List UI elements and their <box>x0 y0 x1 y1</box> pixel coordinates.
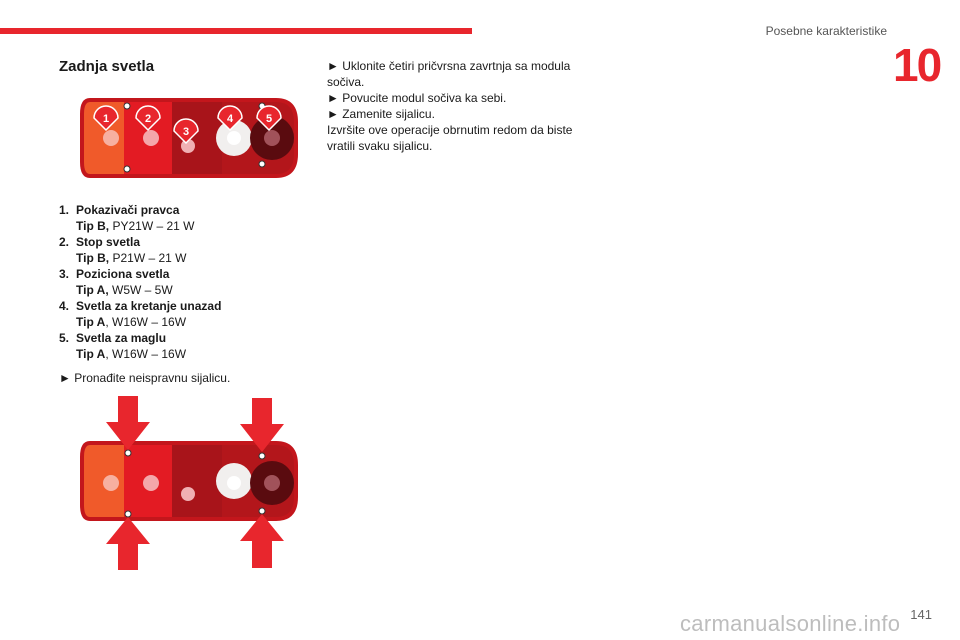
bulb-list <box>59 202 299 362</box>
rear-lamp-callout-figure <box>76 92 302 184</box>
bulb-number: 1. <box>59 203 70 217</box>
svg-text:3: 3 <box>182 126 190 138</box>
bulb-number: 2. <box>59 235 70 249</box>
bulb-type: Tip A, <box>76 283 109 297</box>
bulb-type: Tip A <box>76 315 106 329</box>
section-title: Posebne karakteristike <box>765 24 887 38</box>
bulb-name: Pokazivači pravca <box>76 203 180 217</box>
bulb-spec: , W16W – 16W <box>105 315 187 329</box>
svg-text:1: 1 <box>102 113 110 125</box>
bulb-item-fog <box>59 330 299 362</box>
bulb-spec: W5W – 5W <box>112 283 173 297</box>
bulb-item-turn-signal <box>59 202 299 234</box>
bulb-name: Svetla za maglu <box>76 331 167 345</box>
bulb-type: Tip B, <box>76 219 110 233</box>
bulb-name: Poziciona svetla <box>76 267 170 281</box>
arrow-up-icon <box>240 514 284 568</box>
page-number: 141 <box>910 607 932 622</box>
bulb-type: Tip B, <box>76 251 110 265</box>
arrow-up-icon <box>106 517 150 570</box>
bulb-name: Svetla za kretanje unazad <box>76 299 222 313</box>
bulb-number: 4. <box>59 299 70 313</box>
step-replace-bulb: ► Zamenite sijalicu. <box>327 107 435 121</box>
rear-lamp-screws-figure <box>76 394 302 572</box>
bulb-spec: P21W – 21 W <box>112 251 187 265</box>
instructions-right <box>327 58 597 154</box>
bulb-type: Tip A <box>76 347 106 361</box>
bulb-name: Stop svetla <box>76 235 141 249</box>
chapter-accent-bar <box>0 28 472 34</box>
svg-text:4: 4 <box>226 113 234 125</box>
step-reassemble: Izvršite ove operacije obrnutim redom da biste vratili svaku sijalicu. <box>327 123 573 153</box>
watermark: carmanualsonline.info <box>680 611 901 636</box>
page-heading: Zadnja svetla <box>59 58 155 75</box>
bulb-number: 5. <box>59 331 70 345</box>
bulb-item-brake <box>59 234 299 266</box>
bulb-item-position <box>59 266 299 298</box>
bulb-number: 3. <box>59 267 70 281</box>
chapter-number: 10 <box>893 39 941 91</box>
step-locate-bulb: ► Pronađite neispravnu sijalicu. <box>59 371 231 385</box>
step-remove-screws: ► Uklonite četiri pričvrsna zavrtnja sa modula sočiva. <box>327 59 571 89</box>
bulb-spec: PY21W – 21 W <box>112 219 195 233</box>
step-pull-module: ► Povucite modul sočiva ka sebi. <box>327 91 507 105</box>
svg-text:5: 5 <box>265 113 273 125</box>
bulb-item-reversing <box>59 298 299 330</box>
bulb-spec: , W16W – 16W <box>105 347 187 361</box>
svg-text:2: 2 <box>144 113 152 125</box>
